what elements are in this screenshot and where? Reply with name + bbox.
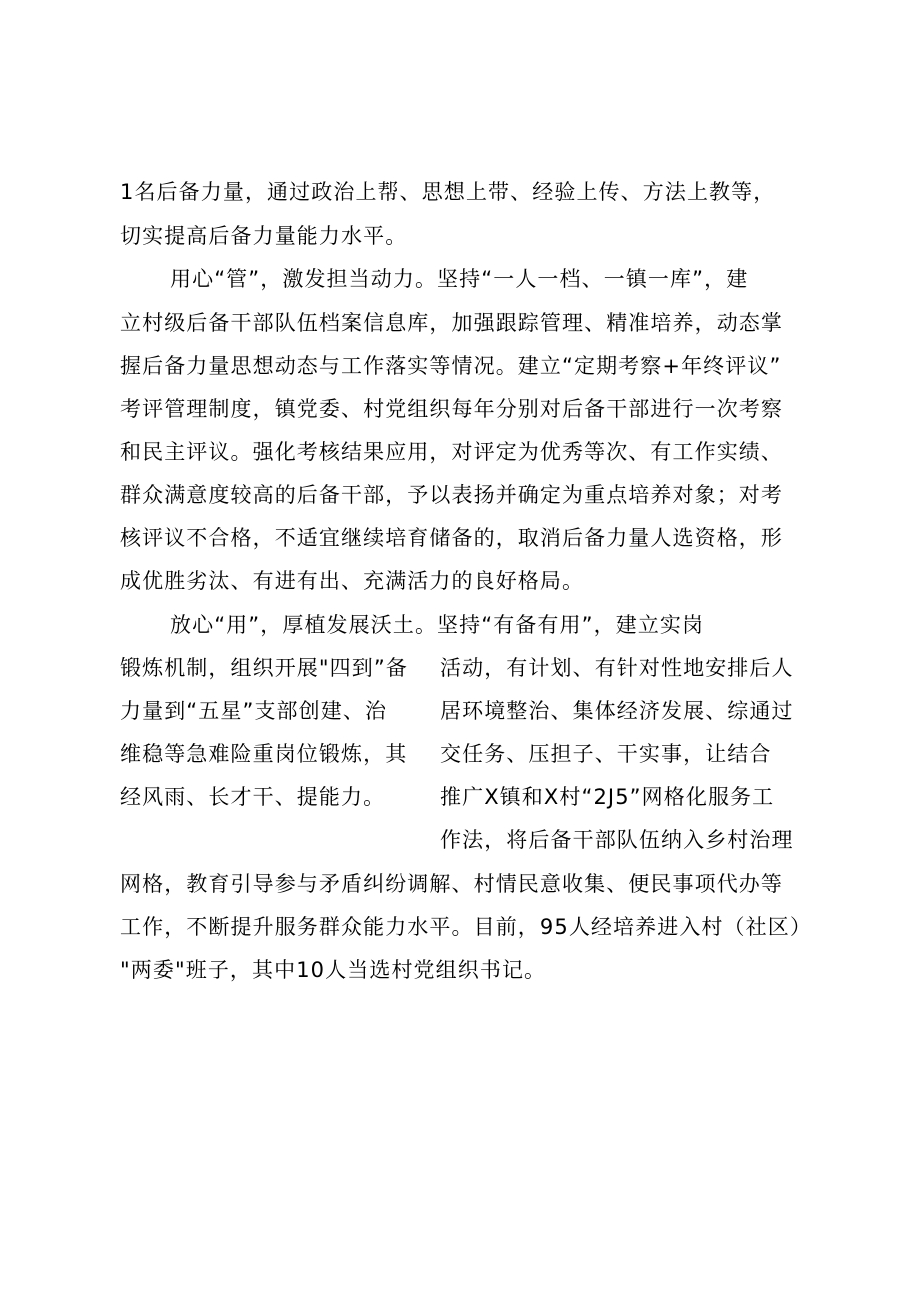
text-line: 活动，有计划、有针对性地安排后人 — [440, 656, 794, 680]
text-line: 力量到“五星”支部创建、治 — [120, 699, 388, 723]
text-line: 居环境整治、集体经济发展、综通过 — [440, 699, 794, 723]
text-line: 网格，教育引导参与矛盾纠纷调解、村情民意收集、便民事项代办等 — [120, 872, 783, 896]
text-line: "两委"班子，其中10人当选村党组织书记。 — [120, 958, 547, 982]
text-line: 握后备力量思想动态与工作落实等情况。建立“定期考察+年终评议” — [120, 354, 782, 378]
text-line: 1名后备力量，通过政治上帮、思想上带、经验上传、方法上教等， — [120, 180, 776, 204]
text-line: 用心“管”，激发担当动力。坚持“一人一档、一镇一库”，建 — [170, 267, 749, 291]
text-line: 和民主评议。强化考核结果应用，对评定为优秀等次、有工作实绩、 — [120, 440, 783, 464]
text-line: 立村级后备干部队伍档案信息库，加强跟踪管理、精准培养，动态掌 — [120, 311, 783, 335]
text-line: 切实提高后备力量能力水平。 — [120, 224, 408, 248]
text-line: 核评议不合格，不适宜继续培育储备的，取消后备力量人选资格，形 — [120, 526, 783, 550]
text-line: 放心“用”，厚植发展沃土。坚持“有备有用”，建立实岗 — [170, 613, 705, 637]
text-line: 锻炼机制，组织开展"四到”备 — [120, 656, 408, 680]
text-line: 维稳等急难险重岗位锻炼，其 — [120, 742, 408, 766]
text-line: 交任务、压担子、干实事，让结合 — [440, 742, 772, 766]
text-line: 经风雨、长才干、提能力。 — [120, 785, 386, 809]
text-line: 成优胜劣汰、有进有出、充满活力的良好格局。 — [120, 569, 585, 593]
text-line: 工作，不断提升服务群众能力水平。目前，95人经培养进入村（社区） — [120, 915, 812, 939]
text-line: 考评管理制度，镇党委、村党组织每年分别对后备干部进行一次考察 — [120, 397, 783, 421]
text-line: 群众满意度较高的后备干部，予以表扬并确定为重点培养对象；对考 — [120, 483, 783, 507]
text-line: 作法，将后备干部队伍纳入乡村治理 — [440, 828, 794, 852]
text-line: 推广X镇和X村“2J5”网格化服务工 — [440, 785, 775, 809]
